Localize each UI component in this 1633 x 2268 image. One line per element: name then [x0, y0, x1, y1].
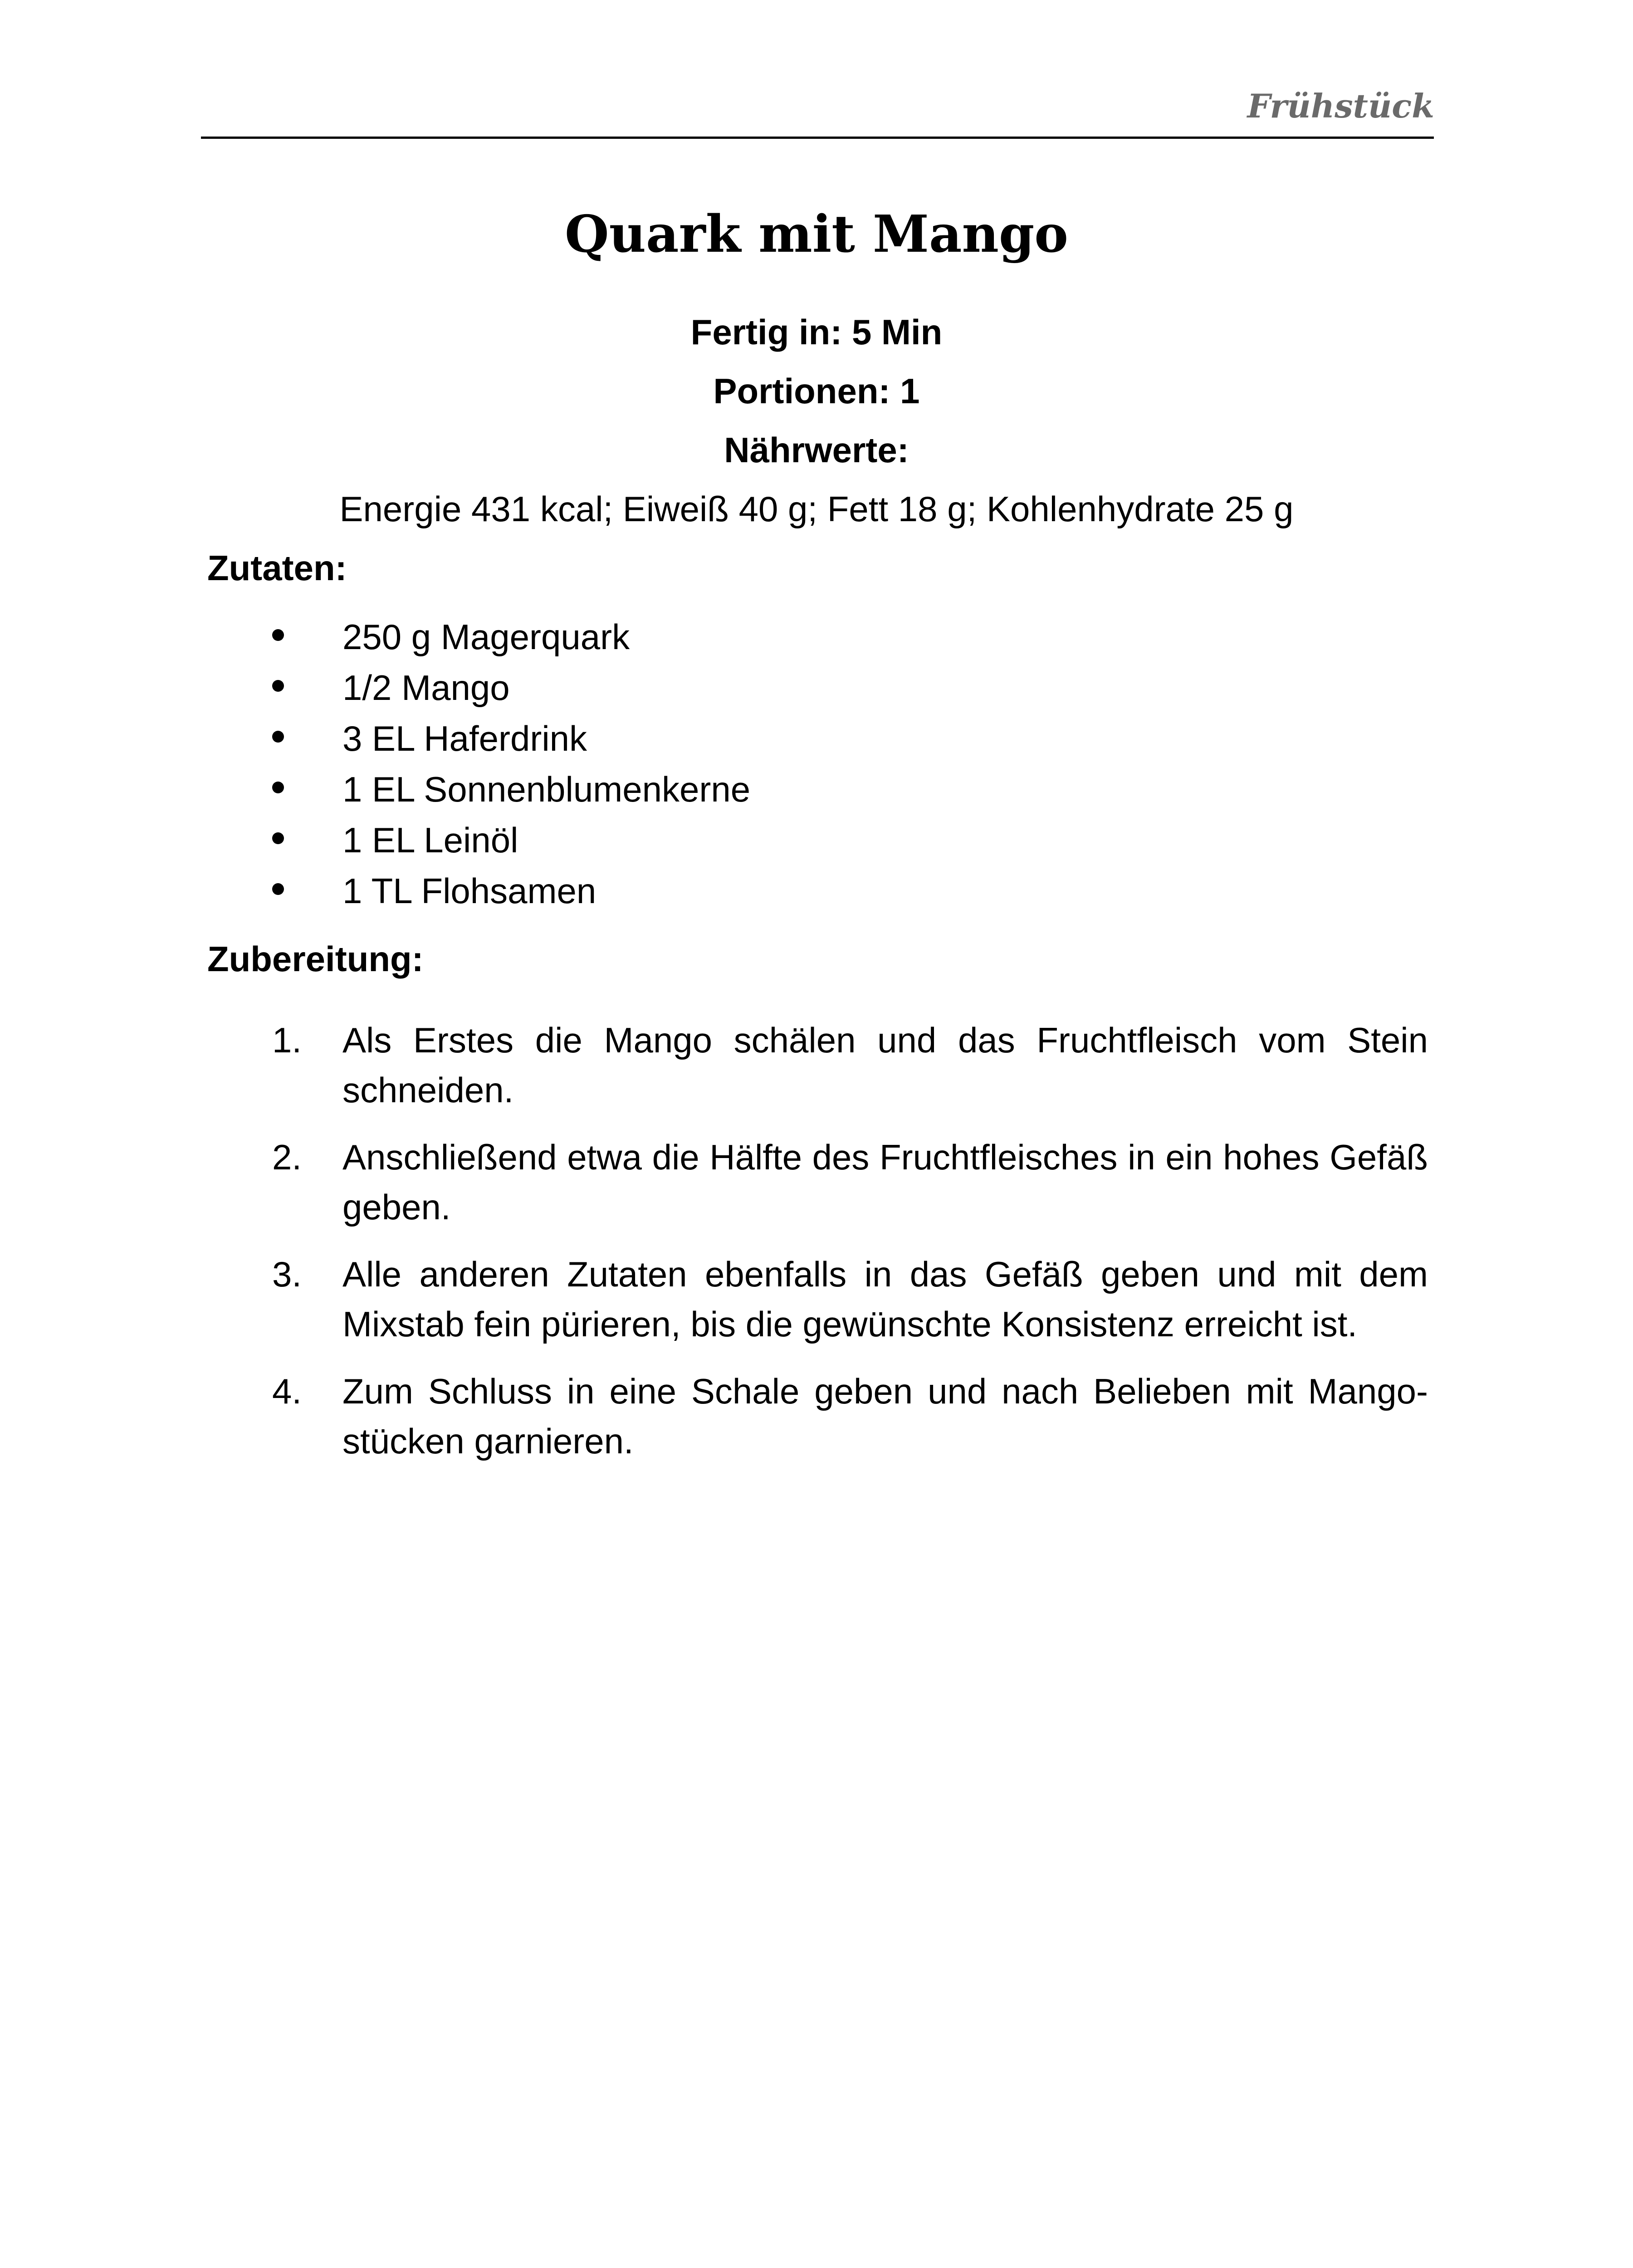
header-rule [201, 137, 1434, 139]
running-head: Frühstück [1247, 87, 1434, 125]
ingredient-item [272, 670, 750, 721]
step-item [272, 1249, 1428, 1349]
bullet-icon [272, 832, 284, 844]
ingredient-text: 1 EL Sonnenblumenkerne [342, 769, 751, 809]
ingredient-item [272, 769, 751, 822]
step-text: Als Erstes die Mango schälen und das Fruchtfleisch vom Stein schneiden. [342, 1020, 1428, 1110]
step-text: Zum Schluss in eine Schale geben und nach Belieben mit Mango-stücken garnieren. [342, 1371, 1428, 1461]
step-number: 3. [272, 1254, 302, 1294]
step-number: 4. [272, 1371, 302, 1411]
preparation-steps [272, 1015, 1428, 1483]
recipe-title: Quark mit Mango [565, 205, 1068, 264]
ingredient-item [272, 619, 750, 670]
ingredient-item [272, 873, 750, 924]
preparation-heading: Zubereitung: [207, 939, 424, 979]
ingredients-list [272, 619, 750, 924]
ingredient-text: 1 TL Flohsamen [342, 871, 596, 911]
ingredient-text: 1/2 Mango [342, 668, 510, 708]
bullet-icon [272, 680, 284, 692]
ingredient-item [272, 822, 750, 873]
ingredient-item [272, 721, 750, 772]
ingredients-heading: Zutaten: [207, 548, 347, 588]
ingredient-text: 1 EL Leinöl [342, 820, 518, 860]
step-number: 2. [272, 1137, 302, 1177]
servings: Portionen: 1 [713, 371, 920, 411]
bullet-icon [272, 883, 284, 895]
ready-time: Fertig in: 5 Min [690, 312, 943, 352]
step-number: 1. [272, 1020, 302, 1060]
step-text: Anschließend etwa die Hälfte des Fruchtfleisches in ein hohes Gefäß geben. [342, 1137, 1428, 1227]
step-item [272, 1015, 1428, 1115]
step-item [272, 1132, 1428, 1232]
bullet-icon [272, 782, 284, 793]
step-text: Alle anderen Zutaten ebenfalls in das Gefäß geben und mit dem Mixstab fein pürieren, bis die gewünschte Konsistenz erreicht ist. [342, 1254, 1428, 1344]
step-item [272, 1366, 1428, 1466]
ingredient-text: 3 EL Haferdrink [342, 719, 587, 758]
bullet-icon [272, 731, 284, 743]
ingredient-text: 250 g Magerquark [342, 617, 630, 657]
nutrition-values: Energie 431 kcal; Eiweiß 40 g; Fett 18 g; Kohlenhydrate 25 g [339, 489, 1294, 529]
bullet-icon [272, 629, 284, 641]
nutrition-label: Nährwerte: [724, 430, 909, 470]
